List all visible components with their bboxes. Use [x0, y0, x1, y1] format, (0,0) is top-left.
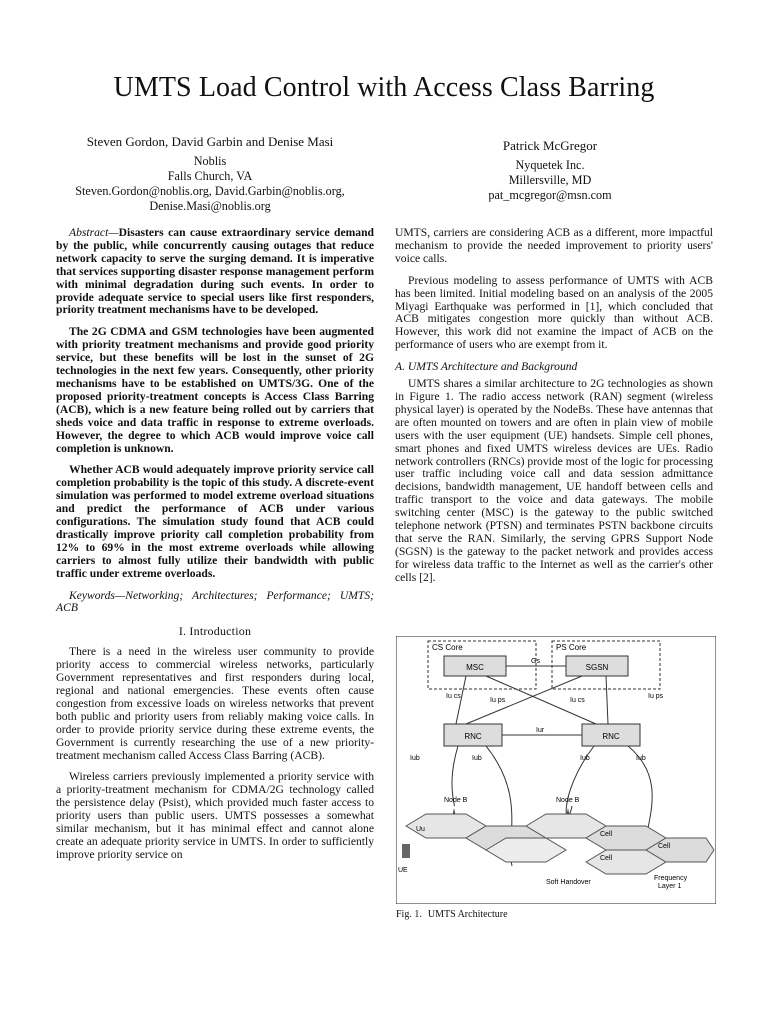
left-column: [56, 227, 374, 871]
msc-label: MSC: [466, 663, 484, 672]
iur-label: Iur: [536, 727, 545, 734]
soft-handover-label: Soft Handover: [546, 879, 591, 886]
cell-label-1: Cell: [600, 831, 613, 838]
iu-ps-label-2: Iu ps: [648, 693, 664, 700]
gs-label: Gs: [531, 658, 540, 665]
layer-label: Layer 1: [658, 883, 682, 890]
keywords: Keywords—Networking; Architectures; Performance; UMTS; ACB: [56, 588, 374, 615]
abstract-paragraph-3: Whether ACB would adequately improve priority service call completion probability is the topic of this study. A discrete-event simulation was performed to model extreme overload situations and predict the performance of ACB under various configurations. The simulation study found that ACB could drastically improve priority call completion probability from 12% to 69% in the most extreme overloads while allowing carriers to almost fully utilize their bandwidth with public traffic under extreme overloads.: [56, 463, 374, 580]
frequency-label: Frequency: [654, 875, 688, 882]
rnc-label-1: RNC: [464, 732, 482, 741]
nodeb-label-1: Node B: [444, 797, 468, 804]
author-block-right: [416, 138, 684, 203]
author-org-left: Noblis: [193, 154, 227, 168]
uu-label: Uu: [416, 826, 425, 833]
author-org-right: Nyquetek Inc.: [515, 158, 585, 172]
iu-cs-label-1: Iu cs: [446, 693, 461, 700]
abstract-text-1: Disasters can cause extraordinary service demand by the public, while concurrently causing outages that reduce network capacity to serve the surging demand. It is imperative that services supporting disaster response management perform with minimal degradation during such events. In order to provide adequate service to special users like first responders, priority treatment mechanisms have to be developed.: [56, 226, 374, 317]
iub-label-3: Iub: [580, 755, 590, 762]
figure-caption-label: Fig. 1.: [396, 909, 422, 920]
author-location-left: Falls Church, VA: [167, 169, 253, 183]
cell-label-2: Cell: [600, 855, 613, 862]
abstract-paragraph-1: [56, 227, 374, 317]
author-email-right: pat_mcgregor@msn.com: [488, 188, 612, 202]
author-names-left: Steven Gordon, David Garbin and Denise Masi: [86, 134, 334, 149]
iu-cs-label-2: Iu cs: [570, 697, 585, 704]
abstract-paragraph-2: The 2G CDMA and GSM technologies have been augmented with priority treatment mechanisms and provide good priority service, but these benefits will be lost in the sunset of 2G technologies in the next few years. Consequently, other priority mechanisms have to be established on UMTS/3G. One of the proposed priority-treatment concepts is Access Class Barring (ACB), which is a new feature being rolled out by carriers that sheds voice and data traffic in response to extreme overloads. However, the degree to which ACB would improve voice call completion is unknown.: [56, 325, 374, 455]
author-email-left-2: Denise.Masi@noblis.org: [149, 199, 271, 213]
iu-ps-label-1: Iu ps: [490, 697, 506, 704]
intro-paragraph-2: Wireless carriers previously implemented a priority service with a priority-treatment mechanism for CDMA/2G technology called the persistence delay (Psist), which provided much faster access to priority users than public users. UMTS possesses a somewhat similar mechanism, but it has minimal effect and cannot alone create an adequate priority service in UMTS. In order to sufficiently improve priority service on: [56, 770, 374, 861]
cs-core-label: CS Core: [432, 643, 463, 652]
nodeb-label-2: Node B: [556, 797, 580, 804]
right-paragraph-0: UMTS, carriers are considering ACB as a different, more impactful mechanism to provide the needed improvement to priority users' voice calls.: [395, 226, 713, 265]
cell-label-3: Cell: [658, 843, 671, 850]
ue-label: UE: [398, 867, 408, 874]
author-email-left-1: Steven.Gordon@noblis.org, David.Garbin@noblis.org,: [75, 184, 345, 198]
figure-caption: [396, 909, 514, 920]
intro-paragraph-1: There is a need in the wireless user community to provide priority access to commercial wireless networks, particularly Government representatives and first responders during local, regional and national emergencies. These events often cause congestion from excessive loads on wireless networks that prevent both public and priority users from reliably making voice calls. In order to provide priority service during these extreme events, the Government is currently researching the use of a new priority-treatment mechanism called Access Class Barring (ACB).: [56, 645, 374, 762]
rnc-label-2: RNC: [602, 732, 620, 741]
iub-label-1: Iub: [410, 755, 420, 762]
ps-core-label: PS Core: [556, 643, 587, 652]
author-name-right: Patrick McGregor: [502, 138, 598, 153]
iub-label-2: Iub: [472, 755, 482, 762]
figure-caption-text: UMTS Architecture: [427, 909, 508, 920]
abstract-label: Abstract—: [69, 226, 119, 239]
iub-label-4: Iub: [636, 755, 646, 762]
ue-phone-icon: [402, 844, 410, 858]
author-location-right: Millersville, MD: [508, 173, 592, 187]
subsection-heading-architecture: A. UMTS Architecture and Background: [395, 360, 578, 374]
paper-title: UMTS Load Control with Access Class Barring: [113, 72, 655, 103]
right-column: [395, 227, 713, 594]
umts-architecture-figure: [396, 636, 716, 904]
sgsn-label: SGSN: [585, 663, 609, 672]
right-paragraph-2: UMTS shares a similar architecture to 2G technologies as shown in Figure 1. The radio access network (RAN) segment (wireless physical layer) is operated by the NodeBs. These have antennas that are often mounted on towers and are often in plain view of mobile users with the user equipment (UE) handsets. Simple cell phones, smart phones and fixed UMTS wireless devices are UEs. Radio network controllers (RNCs) provide most of the logic for processing user traffic including voice call and data session admittance decisions, bandwidth management, UE handoff between cells and traffic transport to the voice and data gateways. The mobile switching center (MSC) is the gateway to the public switched telephone network (PTSN) and terminates PSTN backbone circuits that serve the RAN. Similarly, the serving GPRS Support Node (SGSN) is the gateway to the packet network and provides access for wireless data traffic to the Internet as well as the carrier's other cells [2].: [395, 377, 713, 584]
section-heading-introduction: I. Introduction: [178, 624, 252, 639]
author-block-left: [40, 134, 380, 214]
right-paragraph-1: Previous modeling to assess performance of UMTS with ACB has been limited. Initial modeling based on an analysis of the 2005 Miyagi Earthquake was performed in [1], which concluded that ACB mitigates congestion more quickly than without ACB. However, this work did not examine the impact of ACB on the performance of users who are exempt from it.: [395, 273, 713, 352]
